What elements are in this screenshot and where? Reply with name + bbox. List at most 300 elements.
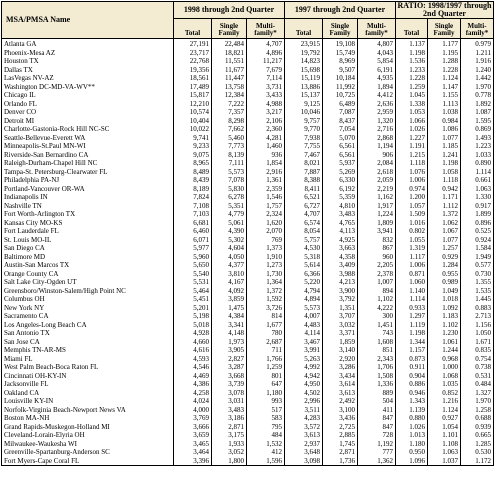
multi-1997-cell: 504: [358, 397, 396, 406]
ratio-total-cell: 1.026: [396, 125, 428, 134]
table-row: [2, 270, 494, 279]
total-1997-cell: 2,996: [285, 397, 323, 406]
ratio-total-cell: 1.509: [396, 210, 428, 219]
ratio-single-cell: 1.177: [428, 39, 461, 49]
total-1997-cell: 6,521: [285, 193, 323, 202]
msa-name-cell: Orlando FL: [2, 100, 174, 109]
single-1998-cell: 4,092: [212, 287, 247, 296]
permits-table: [1, 1, 494, 466]
total-1997-cell: 7,467: [285, 151, 323, 160]
table-row: [2, 397, 494, 406]
single-1998-cell: 1,475: [212, 304, 247, 313]
msa-name-cell: Tampa-St. Petersburg-Clearwater FL: [2, 168, 174, 177]
single-1998-cell: 3,052: [212, 448, 247, 457]
msa-name-cell: Chicago IL: [2, 91, 174, 100]
multi-1998-cell: 647: [247, 380, 285, 389]
ratio-single-cell: 1.147: [428, 83, 461, 92]
multi-1997-cell: 1,917: [358, 202, 396, 211]
total-1998-cell: 6,681: [174, 219, 212, 228]
multi-1998-cell: 1,460: [247, 142, 285, 151]
multi-1998-cell: 1,854: [247, 159, 285, 168]
multi-1998-cell: 1,730: [247, 270, 285, 279]
multi-1997-cell: 2,618: [358, 168, 396, 177]
multi-1998-cell: 1,620: [247, 219, 285, 228]
multi-1997-cell: 777: [358, 448, 396, 457]
multi-1997-cell: 2,084: [358, 159, 396, 168]
multi-1998-cell: 1,361: [247, 176, 285, 185]
total-1997-cell: 6,366: [285, 270, 323, 279]
total-1997-cell: 23,915: [285, 39, 323, 49]
table-body: [2, 39, 494, 466]
ratio-total-cell: 0.871: [396, 270, 428, 279]
ratio-total-cell: 1.117: [396, 253, 428, 262]
single-1998-cell: 4,384: [212, 312, 247, 321]
table-row: [2, 448, 494, 457]
ratio-total-cell: 1.066: [396, 117, 428, 126]
single-1997-cell: 9,507: [323, 66, 358, 75]
ratio-total-cell: 1.119: [396, 321, 428, 330]
ratio-multi-cell: 1.892: [461, 100, 494, 109]
total-1998-cell: 19,356: [174, 66, 212, 75]
msa-name-cell: Atlanta GA: [2, 39, 174, 49]
ratio-multi-cell: 0.531: [461, 372, 494, 381]
total-1998-cell: 15,817: [174, 91, 212, 100]
table-row: [2, 440, 494, 449]
total-1998-cell: 4,386: [174, 380, 212, 389]
single-1998-cell: 7,662: [212, 125, 247, 134]
single-1997-cell: 3,707: [323, 312, 358, 321]
ratio-multi-cell: 0.665: [461, 431, 494, 440]
multi-1997-cell: 1,192: [358, 440, 396, 449]
single-1997-cell: 3,988: [323, 270, 358, 279]
multi-1997-cell: 847: [358, 414, 396, 423]
subheader-1998-total: Total: [174, 19, 212, 39]
msa-name-cell: San Antonio TX: [2, 329, 174, 338]
total-1997-cell: 13,886: [285, 83, 323, 92]
ratio-multi-cell: 1.033: [461, 151, 494, 160]
single-1998-cell: 11,447: [212, 74, 247, 83]
single-1997-cell: 5,937: [323, 159, 358, 168]
single-1997-cell: 10,725: [323, 91, 358, 100]
total-1997-cell: 5,318: [285, 253, 323, 262]
table-row: [2, 304, 494, 313]
ratio-single-cell: 1.058: [428, 168, 461, 177]
single-1997-cell: 3,434: [323, 372, 358, 381]
ratio-single-cell: 1.102: [428, 321, 461, 330]
ratio-total-cell: 1.118: [396, 159, 428, 168]
multi-1997-cell: 1,007: [358, 278, 396, 287]
total-1997-cell: 15,137: [285, 91, 323, 100]
single-1998-cell: 3,905: [212, 346, 247, 355]
ratio-multi-cell: 1.156: [461, 321, 494, 330]
single-1997-cell: 2,871: [323, 448, 358, 457]
multi-1997-cell: 832: [358, 236, 396, 245]
single-1998-cell: 7,111: [212, 159, 247, 168]
ratio-multi-cell: 1.970: [461, 83, 494, 92]
single-1998-cell: 3,031: [212, 397, 247, 406]
msa-name-cell: Portland-Vancouver OR-WA: [2, 185, 174, 194]
msa-name-cell: Norfolk-Virginia Beach-Newport News VA: [2, 406, 174, 415]
msa-name-cell: Boston MA-NH: [2, 414, 174, 423]
ratio-multi-cell: 0.577: [461, 261, 494, 270]
ratio-single-cell: 0.942: [428, 185, 461, 194]
ratio-total-cell: 1.338: [396, 100, 428, 109]
ratio-multi-cell: 0.890: [461, 159, 494, 168]
total-1997-cell: 2,937: [285, 440, 323, 449]
single-1998-cell: 2,871: [212, 423, 247, 432]
ratio-multi-cell: 1.211: [461, 49, 494, 58]
single-1998-cell: 3,078: [212, 389, 247, 398]
ratio-single-cell: 1.257: [428, 244, 461, 253]
ratio-single-cell: 1.185: [428, 142, 461, 151]
single-1998-cell: 7,357: [212, 108, 247, 117]
multi-1997-cell: 2,716: [358, 125, 396, 134]
total-1998-cell: 23,717: [174, 49, 212, 58]
msa-name-cell: LasVegas NV-AZ: [2, 74, 174, 83]
multi-1998-cell: 1,180: [247, 389, 285, 398]
table-row: [2, 431, 494, 440]
table-row: [2, 83, 494, 92]
table-row: [2, 134, 494, 143]
multi-1998-cell: 2,106: [247, 117, 285, 126]
msa-name-cell: Cleveland-Lorain-Elyria OH: [2, 431, 174, 440]
ratio-single-cell: 1.118: [428, 176, 461, 185]
ratio-single-cell: 1.244: [428, 346, 461, 355]
table-row: [2, 185, 494, 194]
total-1997-cell: 6,574: [285, 219, 323, 228]
total-1998-cell: 7,108: [174, 202, 212, 211]
ratio-single-cell: 1.124: [428, 406, 461, 415]
ratio-multi-cell: 2.713: [461, 312, 494, 321]
multi-1998-cell: 2,687: [247, 338, 285, 347]
single-1997-cell: 1,736: [323, 457, 358, 466]
total-1998-cell: 4,928: [174, 329, 212, 338]
single-1997-cell: 2,725: [323, 423, 358, 432]
total-1998-cell: 3,659: [174, 431, 212, 440]
ratio-single-cell: 1.077: [428, 236, 461, 245]
ratio-single-cell: 1.092: [428, 304, 461, 313]
single-1998-cell: 18,821: [212, 49, 247, 58]
total-1997-cell: 19,792: [285, 49, 323, 58]
multi-1998-cell: 583: [247, 414, 285, 423]
single-1998-cell: 7,773: [212, 142, 247, 151]
ratio-single-cell: 1.054: [428, 423, 461, 432]
table-row: [2, 321, 494, 330]
single-1997-cell: 2,492: [323, 397, 358, 406]
single-1998-cell: 5,573: [212, 168, 247, 177]
multi-1998-cell: 7,114: [247, 74, 285, 83]
ratio-multi-cell: 0.530: [461, 448, 494, 457]
multi-1997-cell: 5,854: [358, 57, 396, 66]
multi-1998-cell: 1,373: [247, 244, 285, 253]
single-1997-cell: 6,561: [323, 151, 358, 160]
multi-1998-cell: 1,596: [247, 457, 285, 466]
ratio-multi-cell: 1.063: [461, 185, 494, 194]
single-1998-cell: 1,973: [212, 338, 247, 347]
multi-1998-cell: 2,359: [247, 185, 285, 194]
multi-1997-cell: 2,378: [358, 270, 396, 279]
multi-1997-cell: 2,343: [358, 355, 396, 364]
total-1998-cell: 5,977: [174, 244, 212, 253]
table-row: [2, 346, 494, 355]
msa-name-cell: Charlotte-Gastonia-Rock Hill NC-SC: [2, 125, 174, 134]
total-1997-cell: 3,511: [285, 406, 323, 415]
ratio-total-cell: 0.974: [396, 185, 428, 194]
table-row: [2, 74, 494, 83]
single-1997-cell: 3,140: [323, 346, 358, 355]
ratio-total-cell: 1.006: [396, 261, 428, 270]
multi-1998-cell: 7,679: [247, 66, 285, 75]
total-1997-cell: 9,125: [285, 100, 323, 109]
table-row: [2, 100, 494, 109]
msa-name-cell: Miami FL: [2, 355, 174, 364]
ratio-multi-cell: 1.355: [461, 278, 494, 287]
total-1997-cell: 3,648: [285, 448, 323, 457]
total-1998-cell: 5,650: [174, 261, 212, 270]
single-1998-cell: 8,139: [212, 151, 247, 160]
total-1998-cell: 4,469: [174, 372, 212, 381]
multi-1997-cell: 1,162: [358, 193, 396, 202]
total-1998-cell: 8,489: [174, 168, 212, 177]
multi-1998-cell: 2,070: [247, 227, 285, 236]
single-1998-cell: 4,604: [212, 244, 247, 253]
single-1998-cell: 6,278: [212, 193, 247, 202]
header-row-groups: [2, 2, 494, 19]
single-1997-cell: 3,613: [323, 389, 358, 398]
msa-name-cell: Oakland CA: [2, 389, 174, 398]
single-1998-cell: 3,287: [212, 363, 247, 372]
ratio-single-cell: 1.086: [428, 125, 461, 134]
multi-1998-cell: 4,988: [247, 100, 285, 109]
total-1998-cell: 4,616: [174, 346, 212, 355]
table-row: [2, 151, 494, 160]
msa-name-cell: Nashville TN: [2, 202, 174, 211]
ratio-single-cell: 1.000: [428, 363, 461, 372]
ratio-total-cell: 1.191: [396, 142, 428, 151]
single-1997-cell: 4,213: [323, 278, 358, 287]
multi-1997-cell: 1,894: [358, 83, 396, 92]
total-1997-cell: 4,707: [285, 210, 323, 219]
ratio-single-cell: 1.038: [428, 108, 461, 117]
ratio-multi-cell: 0.688: [461, 414, 494, 423]
single-1998-cell: 13,758: [212, 83, 247, 92]
group-header-1997: 1997 through 2nd Quarter: [285, 2, 396, 19]
table-row: [2, 66, 494, 75]
table-row: [2, 253, 494, 262]
total-1998-cell: 9,075: [174, 151, 212, 160]
single-1997-cell: 2,920: [323, 355, 358, 364]
single-1998-cell: 3,186: [212, 414, 247, 423]
msa-name-cell: New York NY: [2, 304, 174, 313]
single-1997-cell: 7,054: [323, 125, 358, 134]
multi-1997-cell: 6,191: [358, 66, 396, 75]
ratio-single-cell: 1.035: [428, 380, 461, 389]
total-1998-cell: 4,593: [174, 355, 212, 364]
single-1997-cell: 3,032: [323, 321, 358, 330]
total-1997-cell: 8,388: [285, 176, 323, 185]
ratio-total-cell: 1.259: [396, 83, 428, 92]
ratio-total-cell: 1.026: [396, 423, 428, 432]
multi-1997-cell: 2,205: [358, 261, 396, 270]
total-1998-cell: 18,561: [174, 74, 212, 83]
total-1997-cell: 4,483: [285, 321, 323, 330]
total-1997-cell: 9,757: [285, 117, 323, 126]
total-1998-cell: 6,071: [174, 236, 212, 245]
ratio-total-cell: 1.053: [396, 108, 428, 117]
multi-1997-cell: 851: [358, 346, 396, 355]
ratio-multi-cell: 0.869: [461, 125, 494, 134]
single-1997-cell: 3,792: [323, 295, 358, 304]
multi-1997-cell: 743: [358, 329, 396, 338]
single-1997-cell: 5,359: [323, 193, 358, 202]
subheader-1997-single: Single Family: [323, 19, 358, 39]
ratio-total-cell: 0.880: [396, 414, 428, 423]
multi-1998-cell: 1,364: [247, 278, 285, 287]
total-1998-cell: 5,451: [174, 295, 212, 304]
ratio-single-cell: 1.241: [428, 151, 461, 160]
subheader-1997-total: Total: [285, 19, 323, 39]
single-1998-cell: 5,351: [212, 202, 247, 211]
ratio-single-cell: 1.061: [428, 338, 461, 347]
single-1998-cell: 12,384: [212, 91, 247, 100]
ratio-total-cell: 1.114: [396, 295, 428, 304]
ratio-total-cell: 0.873: [396, 355, 428, 364]
total-1997-cell: 9,770: [285, 125, 323, 134]
ratio-single-cell: 1.155: [428, 91, 461, 100]
multi-1997-cell: 2,868: [358, 134, 396, 143]
multi-1997-cell: 411: [358, 406, 396, 415]
ratio-multi-cell: 0.896: [461, 219, 494, 228]
multi-1998-cell: 1,532: [247, 440, 285, 449]
table-row: [2, 202, 494, 211]
single-1997-cell: 2,885: [323, 431, 358, 440]
multi-1997-cell: 889: [358, 389, 396, 398]
table-row: [2, 236, 494, 245]
total-1997-cell: 5,757: [285, 236, 323, 245]
total-1997-cell: 8,411: [285, 185, 323, 194]
table-row: [2, 414, 494, 423]
table-row: [2, 57, 494, 66]
ratio-multi-cell: 0.738: [461, 363, 494, 372]
ratio-multi-cell: 0.917: [461, 202, 494, 211]
table-row: [2, 312, 494, 321]
subheader-1997-multi: Multi-family*: [358, 19, 396, 39]
msa-name-cell: San Jose CA: [2, 338, 174, 347]
total-1997-cell: 5,220: [285, 278, 323, 287]
multi-1997-cell: 2,059: [358, 176, 396, 185]
multi-1998-cell: 780: [247, 329, 285, 338]
single-1998-cell: 4,167: [212, 278, 247, 287]
total-1998-cell: 10,404: [174, 117, 212, 126]
ratio-multi-cell: 0.754: [461, 355, 494, 364]
total-1998-cell: 4,024: [174, 397, 212, 406]
multi-1997-cell: 4,222: [358, 304, 396, 313]
total-1998-cell: 7,103: [174, 210, 212, 219]
single-1997-cell: 15,749: [323, 49, 358, 58]
total-1997-cell: 4,530: [285, 244, 323, 253]
ratio-single-cell: 1.068: [428, 372, 461, 381]
multi-1998-cell: 801: [247, 372, 285, 381]
single-1997-cell: 11,992: [323, 83, 358, 92]
total-1997-cell: 4,992: [285, 363, 323, 372]
ratio-total-cell: 1.180: [396, 440, 428, 449]
single-1998-cell: 5,460: [212, 134, 247, 143]
msa-name-cell: Sacramento CA: [2, 312, 174, 321]
total-1997-cell: 4,007: [285, 312, 323, 321]
ratio-single-cell: 1.195: [428, 49, 461, 58]
table-row: [2, 355, 494, 364]
msa-name-cell: Houston TX: [2, 57, 174, 66]
single-1998-cell: 1,933: [212, 440, 247, 449]
multi-1997-cell: 2,636: [358, 100, 396, 109]
subheader-ratio-total: Total: [396, 19, 428, 39]
total-1998-cell: 3,396: [174, 457, 212, 466]
single-1998-cell: 11,677: [212, 66, 247, 75]
multi-1997-cell: 1,508: [358, 372, 396, 381]
multi-1997-cell: 1,362: [358, 457, 396, 466]
table-row: [2, 423, 494, 432]
multi-1997-cell: 300: [358, 312, 396, 321]
total-1998-cell: 27,191: [174, 39, 212, 49]
ratio-single-cell: 1.077: [428, 134, 461, 143]
ratio-total-cell: 0.950: [396, 448, 428, 457]
ratio-single-cell: 1.108: [428, 440, 461, 449]
multi-1998-cell: 4,896: [247, 49, 285, 58]
ratio-total-cell: 0.802: [396, 227, 428, 236]
total-1997-cell: 7,755: [285, 142, 323, 151]
msa-name-cell: Phoenix-Mesa AZ: [2, 49, 174, 58]
single-1997-cell: 3,614: [323, 380, 358, 389]
msa-name-cell: Detroit MI: [2, 117, 174, 126]
multi-1998-cell: 2,916: [247, 168, 285, 177]
multi-1998-cell: 795: [247, 423, 285, 432]
msa-name-cell: Kansas City MO-KS: [2, 219, 174, 228]
ratio-multi-cell: 1.172: [461, 457, 494, 466]
total-1998-cell: 8,189: [174, 185, 212, 194]
single-1998-cell: 7,078: [212, 176, 247, 185]
ratio-total-cell: 0.886: [396, 380, 428, 389]
msa-name-cell: Milwaukee-Waukesha WI: [2, 440, 174, 449]
total-1997-cell: 3,572: [285, 423, 323, 432]
total-1998-cell: 4,660: [174, 338, 212, 347]
single-1997-cell: 6,192: [323, 185, 358, 194]
multi-1998-cell: 2,360: [247, 125, 285, 134]
msa-name-cell: Greensboro/Winston-Salem/High Point NC: [2, 287, 174, 296]
ratio-total-cell: 1.016: [396, 219, 428, 228]
table-row: [2, 49, 494, 58]
group-header-ratio: RATIO: 1998/1997 through 2nd Quarter: [396, 2, 494, 19]
multi-1998-cell: 936: [247, 151, 285, 160]
ratio-single-cell: 1.063: [428, 448, 461, 457]
ratio-total-cell: 1.013: [396, 431, 428, 440]
multi-1997-cell: 728: [358, 431, 396, 440]
ratio-total-cell: 1.344: [396, 338, 428, 347]
total-1998-cell: 10,022: [174, 125, 212, 134]
single-1997-cell: 5,070: [323, 134, 358, 143]
single-1997-cell: 6,330: [323, 176, 358, 185]
ratio-multi-cell: 1.493: [461, 134, 494, 143]
single-1997-cell: 3,371: [323, 329, 358, 338]
ratio-single-cell: 0.852: [428, 389, 461, 398]
ratio-single-cell: 1.198: [428, 159, 461, 168]
ratio-multi-cell: 1.671: [461, 338, 494, 347]
single-1997-cell: 8,969: [323, 57, 358, 66]
table-row: [2, 278, 494, 287]
single-1998-cell: 4,148: [212, 329, 247, 338]
table-row: [2, 329, 494, 338]
ratio-single-cell: 1.183: [428, 312, 461, 321]
ratio-multi-cell: 1.949: [461, 253, 494, 262]
